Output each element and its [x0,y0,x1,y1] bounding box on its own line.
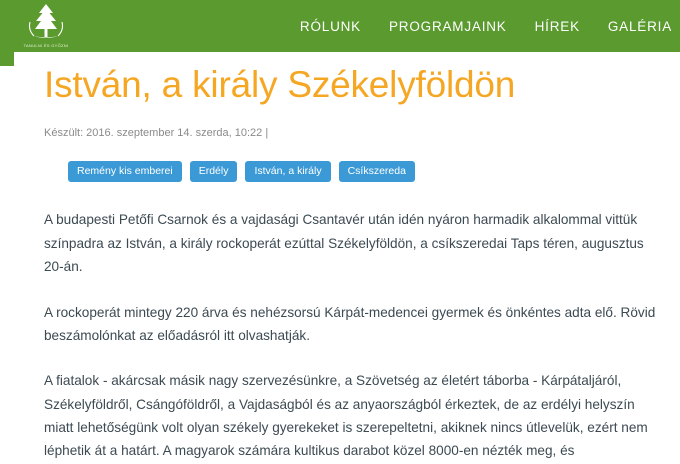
nav-item-hirek[interactable]: HÍREK [534,18,580,34]
nav-item-galeria[interactable]: GALÉRIA [607,18,672,34]
article-paragraph: A fiatalok - akárcsak másik nagy szervezésünkre, a Szövetség az életért táborba - Kárpátaljáról, Székelyföldről, Csángóföldről, a Vajdaságból és az anyaországból érkeztek, de az erdélyi helyszín miatt lehetőségünk volt olyan székely gyerekeket is szerepeltetni, akiknek nincs útlevelük, ezért nem léphetik át a határt. A magyarok számára kultikus darabot közel 8000-en nézték meg, és [44,373,648,459]
site-logo[interactable] [8,0,84,52]
tree-emblem-icon [24,2,68,42]
article-paragraph: A rockoperát mintegy 220 árva és nehézsorsú Kárpát-medencei gyermek és önkéntes adta elő. Rövid beszámolónkat az előadásról itt olvashatják. [44,304,656,343]
tag-erdely[interactable]: Erdély [190,161,238,182]
article-meta: Készült: 2016. szeptember 14. szerda, 10:22 | [44,127,269,140]
article [0,52,680,464]
article-paragraph: A budapesti Petőfi Csarnok és a vajdasági Csantavér után idén nyáron harmadik alkalommal vittük színpadra az István, a király rockoperát ezúttal Székelyföldön, a csíkszeredai Taps téren, augusztus 20-án. [44,212,644,275]
tag-remeny-kis-emberei[interactable]: Remény kis emberei [68,161,182,182]
tag-list [0,139,680,182]
nav-item-programjaink[interactable]: PROGRAMJAINK [388,18,507,34]
site-header [0,0,680,52]
tag-csikszereda[interactable]: Csíkszereda [339,161,415,182]
nav-item-rolunk[interactable]: RÓLUNK [299,18,361,34]
page-title: István, a király Székelyföldön [44,64,516,105]
main-navigation [300,0,672,52]
article-body [0,182,680,462]
tag-istvan-a-kiraly[interactable]: István, a király [245,161,330,182]
logo-caption: TANULNI ÉS GYŐZNI [23,43,69,48]
